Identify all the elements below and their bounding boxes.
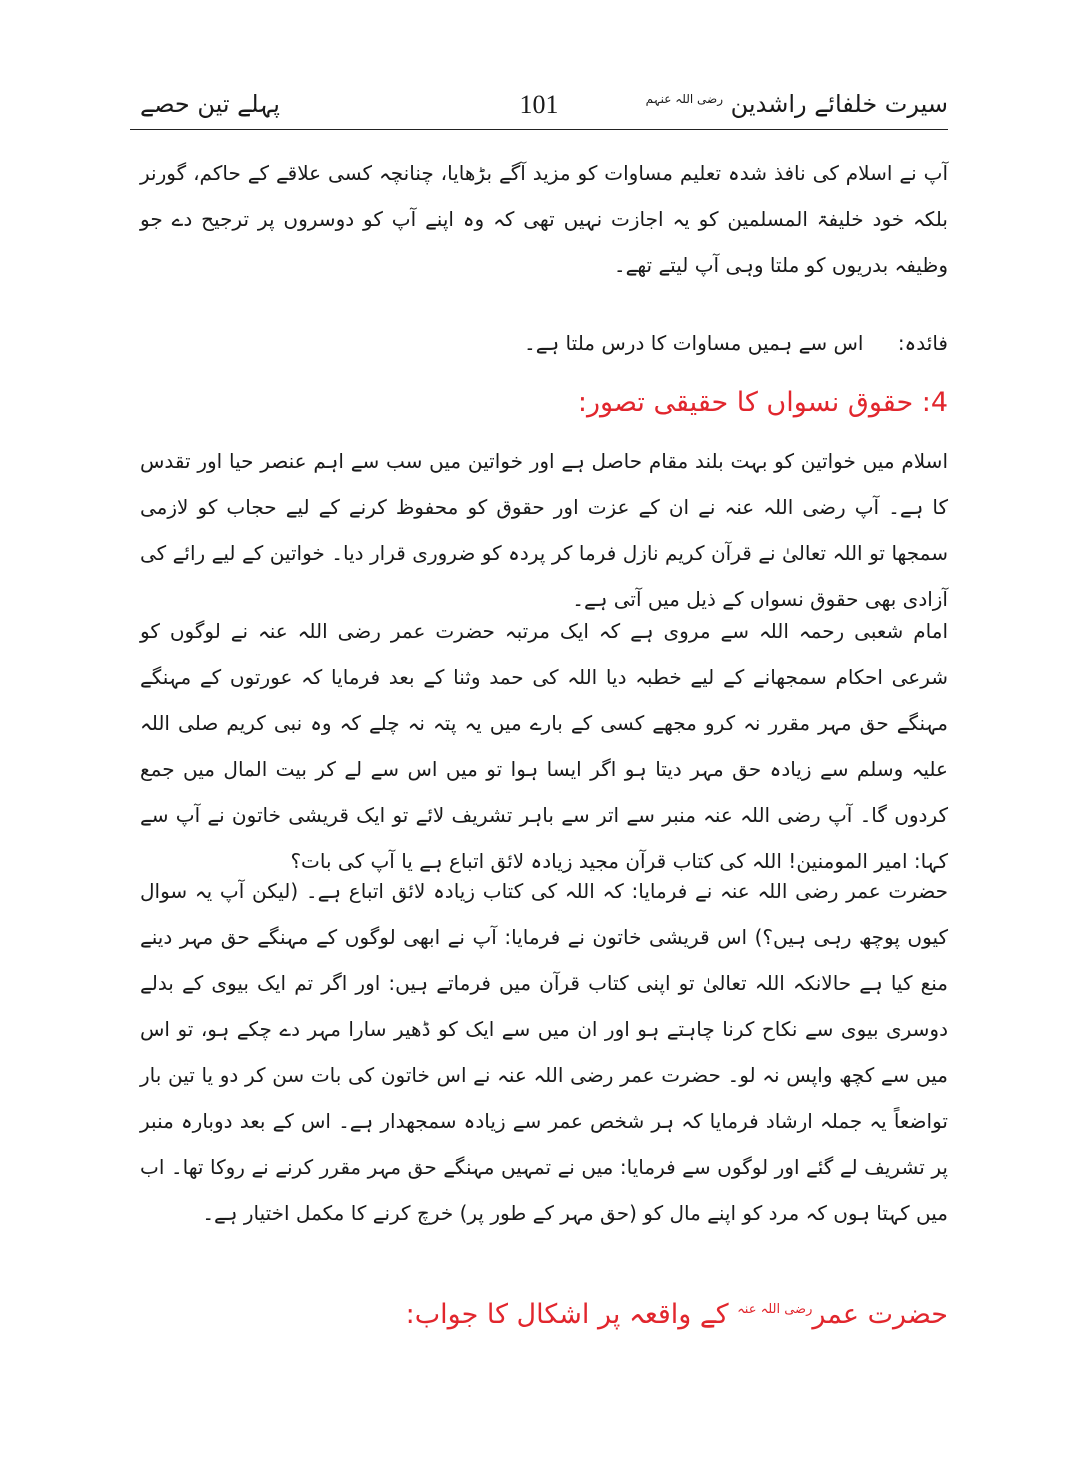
- heading-prefix: حضرت عمر: [812, 1299, 948, 1330]
- section-heading-objection-answer: [406, 1290, 948, 1335]
- book-title-text: سیرت خلفائے راشدین: [730, 90, 948, 118]
- paragraph-sermon-narration: امام شعبی رحمہ اللہ سے مروی ہے کہ ایک مرتبہ حضرت عمر رضی اللہ عنہ نے لوگوں کو شرعی احکام سمجھانے کے لیے خطبہ دیا اللہ کی حمد وثنا کے بعد فرمایا کہ عورتوں کے مہنگے مہنگے حق مہر مقرر نہ کرو مجھے کسی کے بارے میں یہ پتہ نہ چلے کہ وہ نبی کریم صلی اللہ علیہ وسلم سے زیادہ حق مہر دیتا ہو اگر ایسا ہوا تو میں اس سے لے کر بیت المال میں جمع کردوں گا۔ آپ رضی اللہ عنہ منبر سے اتر سے باہر تشریف لائے تو ایک قریشی خاتون نے آپ سے کہا: امیر المومنین! اللہ کی کتاب قرآن مجید زیادہ لائق اتباع ہے یا آپ کی بات؟: [140, 619, 948, 873]
- header-divider: [130, 129, 948, 130]
- title-honorific: رضی اللہ عنہم: [645, 92, 724, 106]
- section-heading-womens-rights: 4: حقوق نسواں کا حقیقی تصور:: [577, 387, 948, 418]
- benefit-text: اس سے ہمیں مساوات کا درس ملتا ہے۔: [524, 331, 864, 355]
- benefit-label: فائدہ:: [897, 331, 948, 355]
- paragraph-womens-status: اسلام میں خواتین کو بہت بلند مقام حاصل ہے اور خواتین میں سب سے اہم عنصر حیا اور تقدس کا ہے۔ آپ رضی اللہ عنہ نے ان کے عزت اور حقوق کو محفوظ کرنے کے لیے حجاب کو لازمی سمجھا تو اللہ تعالیٰ نے قرآن کریم نازل فرما کر پردہ کو ضروری قرار دیا۔ خواتین کے لیے رائے کی آزادی بھی حقوق نسواں کے ذیل میں آتی ہے۔: [140, 449, 948, 611]
- section-label: پہلے تین حصے: [140, 90, 280, 118]
- paragraph-umar-reply: حضرت عمر رضی اللہ عنہ نے فرمایا: کہ اللہ کی کتاب زیادہ لائق اتباع ہے۔ (لیکن آپ یہ سوال کیوں پوچھ رہی ہیں؟) اس قریشی خاتون نے فرمایا: آپ نے ابھی لوگوں کے مہنگے حق مہر دینے منع کیا ہے حالانکہ اللہ تعالیٰ تو اپنی کتاب قرآن میں فرماتے ہیں: اور اگر تم ایک بیوی کے بدلے دوسری بیوی سے نکاح کرنا چاہتے ہو اور ان میں سے ایک کو ڈھیر سارا مہر دے چکے ہو، تو اس میں سے کچھ واپس نہ لو۔ حضرت عمر رضی اللہ عنہ نے اس خاتون کی بات سن کر دو یا تین بار تواضعاً یہ جملہ ارشاد فرمایا کہ ہر شخص عمر سے زیادہ سمجھدار ہے۔ اس کے بعد دوبارہ منبر پر تشریف لے گئے اور لوگوں سے فرمایا: میں نے تمہیں مہنگے حق مہر مقرر کرنے نے روکا تھا۔ اب میں کہتا ہوں کہ مرد کو اپنے مال کو (حق مہر کے طور پر) خرچ کرنے کا مکمل اختیار ہے۔: [140, 879, 948, 1225]
- heading-suffix: کے واقعہ پر اشکال کا جواب:: [405, 1299, 729, 1330]
- page-number: 101: [519, 90, 559, 119]
- page-header: [130, 88, 948, 128]
- heading-honorific: رضی اللہ عنہ: [737, 1302, 813, 1317]
- benefit-note: [140, 320, 948, 366]
- paragraph-equality: آپ نے اسلام کی نافذ شدہ تعلیم مساوات کو مزید آگے بڑھایا، چنانچہ کسی علاقے کے حاکم، گورنر بلکہ خود خلیفۃ المسلمین کو یہ اجازت نہیں تھی کہ وہ اپنے آپ کو دوسروں پر ترجیح دے جو وظیفہ بدریوں کو ملتا وہی آپ لیتے تھے۔: [140, 161, 948, 277]
